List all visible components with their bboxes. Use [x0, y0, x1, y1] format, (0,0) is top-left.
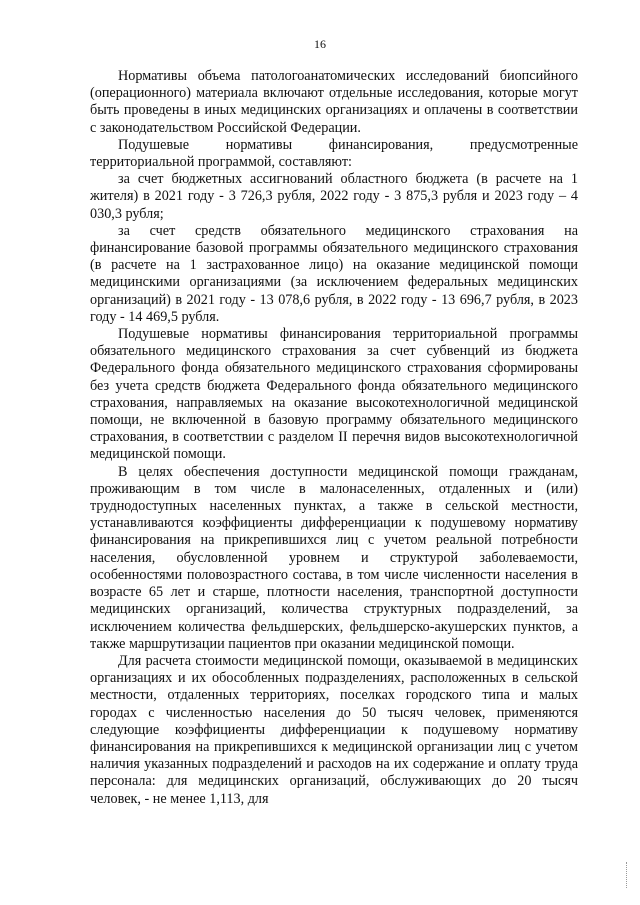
page-number: 16: [314, 37, 326, 51]
paragraph-pathology-norms: Нормативы объема патологоанатомических исследований биопсийного (операционного) материала включают отдельные исследования, которые могут быть проведены в иных медицинских организациях и оплачены в соответствии с законодательством Российской Федерации.: [90, 68, 578, 136]
document-body: [90, 68, 578, 808]
paragraph-per-capita-intro: Подушевые нормативы финансирования, предусмотренные территориальной программой, составляют:: [90, 136, 578, 171]
paragraph-federal-fund-subventions: Подушевые нормативы финансирования территориальной программы обязательного медицинского страхования за счет субвенций из бюджета Федерального фонда обязательного медицинского страхования сформированы без учета средств бюджета Федерального фонда обязательного медицинского страхования, направляемых на оказание высокотехнологичной медицинской помощи, не включенной в базовую программу обязательного медицинского страхования, в соответствии с разделом II перечня видов высокотехнологичной медицинской помощи.: [90, 326, 578, 463]
paragraph-regional-budget: за счет бюджетных ассигнований областного бюджета (в расчете на 1 жителя) в 2021 году - 3 726,3 рубля, 2022 году - 3 875,3 рубля и 2023 году – 4 030,3 рубля;: [90, 171, 578, 222]
paragraph-rural-cost-calculation: Для расчета стоимости медицинской помощи, оказываемой в медицинских организациях и их обособленных подразделениях, расположенных в сельской местности, отдаленных территориях, поселках городского типа и малых городах с численностью населения до 50 тысяч человек, применяются следующие коэффициенты дифференциации к подушевому нормативу финансирования на прикрепившихся к медицинской организации лиц с учетом наличия указанных подразделений и расходов на их содержание и оплату труда персонала: для медицинских организаций, обслуживающих до 20 тысяч человек, - не менее 1,113, для: [90, 652, 578, 807]
paragraph-oms-funds: за счет средств обязательного медицинского страхования на финансирование базовой программы обязательного медицинского страхования (в расчете на 1 застрахованное лицо) на оказание медицинской помощи медицинскими организациями (за исключением федеральных медицинских организаций) в 2021 году - 13 078,6 рубля, в 2022 году - 13 696,7 рубля, в 2023 году - 14 469,5 рубля.: [90, 222, 578, 325]
scan-edge-mark: [626, 862, 629, 888]
paragraph-accessibility-coefficients: В целях обеспечения доступности медицинской помощи гражданам, проживающим в том числе в малонаселенных, отдаленных и (или) труднодоступных населенных пунктах, а также в сельской местности, устанавливаются коэффициенты дифференциации к подушевому нормативу финансирования на прикрепившихся лиц с учетом реальной потребности населения, обусловленной уровнем и структурой заболеваемости, особенностями половозрастного состава, в том числе численности населения в возрасте 65 лет и старше, плотности населения, транспортной доступности медицинских организаций, количества структурных подразделений, за исключением количества фельдшерских, фельдшерско-акушерских пунктов, а также маршрутизации пациентов при оказании медицинской помощи.: [90, 463, 578, 652]
